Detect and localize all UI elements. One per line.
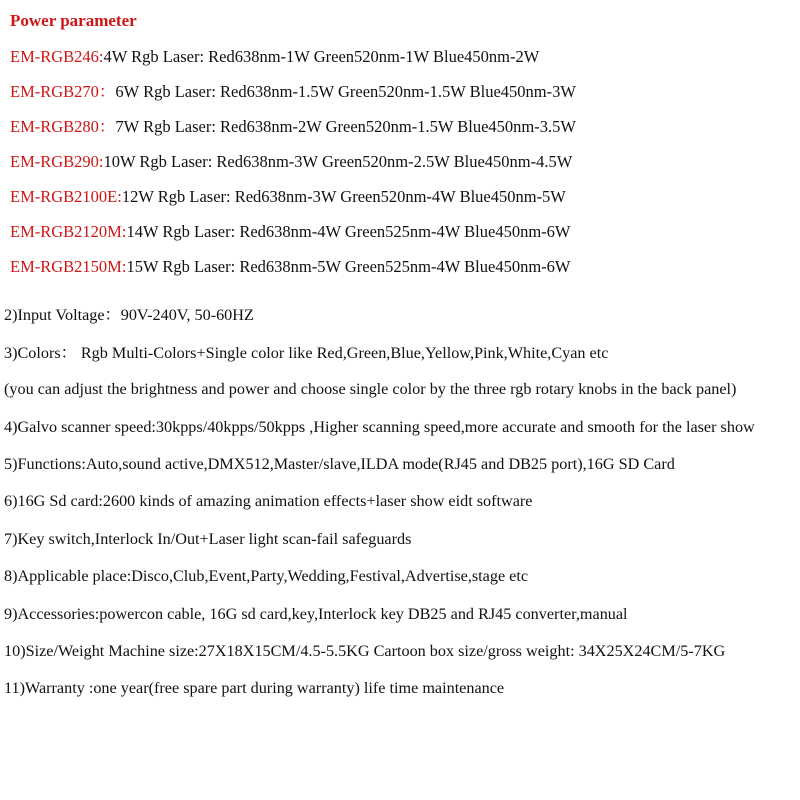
model-code: EM-RGB2100E: [10, 187, 122, 206]
model-code: EM-RGB270： [10, 82, 116, 101]
spec-functions: 5)Functions:Auto,sound active,DMX512,Master/slave,ILDA mode(RJ45 and DB25 port),16G SD Card [4, 455, 675, 473]
spec-key-switch: 7)Key switch,Interlock In/Out+Laser light scan-fail safeguards [4, 530, 412, 548]
model-spec: 15W Rgb Laser: Red638nm-5W Green525nm-4W Blue450nm-6W [126, 257, 571, 276]
spec-sd-card: 6)16G Sd card:2600 kinds of amazing animation effects+laser show eidt software [4, 492, 533, 510]
spec-accessories: 9)Accessories:powercon cable, 16G sd card,key,Interlock key DB25 and RJ45 converter,manual [4, 605, 628, 623]
model-row [10, 187, 566, 207]
model-spec: 12W Rgb Laser: Red638nm-3W Green520nm-4W Blue450nm-5W [121, 187, 566, 206]
model-spec: 4W Rgb Laser: Red638nm-1W Green520nm-1W Blue450nm-2W [103, 47, 540, 66]
spec-input-voltage: 2)Input Voltage：90V-240V, 50-60HZ [4, 306, 254, 324]
model-code: EM-RGB2120M: [10, 222, 127, 241]
model-spec: 14W Rgb Laser: Red638nm-4W Green525nm-4W Blue450nm-6W [126, 222, 571, 241]
model-code: EM-RGB246: [10, 47, 104, 66]
spec-colors: 3)Colors： Rgb Multi-Colors+Single color like Red,Green,Blue,Yellow,Pink,White,Cyan etc [4, 344, 609, 362]
section-title: Power parameter [10, 11, 137, 30]
model-row [10, 257, 570, 277]
spec-size-weight: 10)Size/Weight Machine size:27X18X15CM/4.5-5.5KG Cartoon box size/gross weight: 34X25X24CM/5-7KG [4, 642, 726, 660]
model-spec: 10W Rgb Laser: Red638nm-3W Green520nm-2.5W Blue450nm-4.5W [103, 152, 573, 171]
model-code: EM-RGB280： [10, 117, 116, 136]
model-row [10, 222, 570, 242]
model-code: EM-RGB290: [10, 152, 104, 171]
model-row [10, 117, 576, 137]
model-row [10, 82, 576, 102]
model-row [10, 152, 572, 172]
spec-applicable-place: 8)Applicable place:Disco,Club,Event,Party,Wedding,Festival,Advertise,stage etc [4, 567, 529, 585]
model-row [10, 47, 539, 67]
spec-colors-note: (you can adjust the brightness and power and choose single color by the three rgb rotary knobs in the back panel) [4, 380, 737, 398]
spec-galvo-speed: 4)Galvo scanner speed:30kpps/40kpps/50kpps ,Higher scanning speed,more accurate and smooth for the laser show [4, 418, 755, 436]
model-code: EM-RGB2150M: [10, 257, 127, 276]
model-spec: 7W Rgb Laser: Red638nm-2W Green520nm-1.5W Blue450nm-3.5W [115, 117, 576, 136]
model-spec: 6W Rgb Laser: Red638nm-1.5W Green520nm-1.5W Blue450nm-3W [115, 82, 576, 101]
spec-warranty: 11)Warranty :one year(free spare part during warranty) life time maintenance [4, 679, 505, 697]
